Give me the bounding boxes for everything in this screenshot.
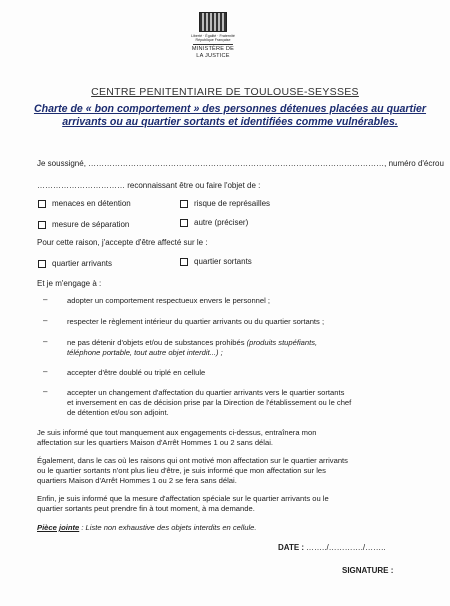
quartier-arrivants-label: quartier arrivants (52, 259, 113, 268)
paragraph-line: affectation sur les quartiers Maison d'Arrêt Hommes 1 ou 2 sans délai. (37, 438, 273, 447)
checkbox-menaces[interactable] (38, 200, 46, 208)
attachment-label: Pièce jointe (37, 523, 80, 532)
checkbox-quartier-sortants[interactable] (180, 258, 188, 266)
engagement-item: accepter d'être doublé ou triplé en cellule (67, 368, 206, 377)
checkbox-autre[interactable] (180, 219, 188, 227)
ecrou-field-dots: …………………………… (37, 181, 125, 190)
engagement-label: Et je m'engage à : (37, 279, 102, 288)
engagement-item: respecter le règlement intérieur du quartier arrivants ou du quartier sortants ; (67, 317, 325, 326)
establishment-heading: CENTRE PENITENTIAIRE DE TOULOUSE-SEYSSES (91, 86, 359, 98)
date-label: DATE : (278, 543, 305, 552)
engagement-item: accepter un changement d'affectation du quartier arrivants vers le quartier sortants (67, 388, 345, 397)
identity-line-1 (37, 159, 444, 169)
bullet-dash: – (43, 337, 48, 346)
paragraph-line: Enfin, je suis informé que la mesure d'affectation spéciale sur le quartier arrivants ou le (37, 494, 329, 503)
identity-prefix: Je soussigné, (37, 159, 86, 168)
engagement-text: ne pas détenir d'objets et/ou de substances prohibés (67, 338, 245, 347)
paragraph-line: Je suis informé que tout manquement aux engagements ci-dessus, entraînera mon (37, 428, 317, 437)
bullet-dash: – (43, 316, 48, 325)
date-field[interactable]: ……../…………./…….. (306, 543, 386, 552)
checkbox-risque[interactable] (180, 200, 188, 208)
charter-title (30, 103, 430, 129)
quartier-sortants-label: quartier sortants (194, 257, 252, 266)
signature-label: SIGNATURE : (342, 566, 394, 575)
paragraph-line: quartiers Maison d'Arrêt Hommes 1 ou 2 se fera sans délai. (37, 476, 237, 485)
logo-motto: Liberté · Égalité · Fraternité (191, 34, 235, 38)
identity-ecrou-label: , numéro d'écrou (384, 159, 444, 168)
bullet-dash: – (43, 295, 48, 304)
charter-title-line2: arrivants ou au quartier sortants et identifiées comme vulnérables. (62, 116, 398, 128)
attachment-text: : Liste non exhaustive des objets interdits en cellule. (79, 523, 257, 532)
logo-ministry-line1: MINISTÈRE DE (191, 46, 235, 52)
logo-divider (193, 44, 233, 45)
attachment-note (37, 523, 257, 533)
bullet-dash: – (43, 387, 48, 396)
option-risque-label: risque de représailles (194, 199, 271, 208)
ministry-logo (183, 12, 243, 66)
charter-title-line1: Charte de « bon comportement » des personnes détenues placées au quartier (33, 103, 427, 115)
marianne-emblem-icon (199, 12, 227, 32)
identity-reason-label: reconnaissant être ou faire l'objet de : (127, 181, 261, 190)
engagement-item-cont: de détention et/ou son adjoint. (67, 408, 169, 417)
option-menaces-label: menaces en détention (52, 199, 131, 208)
paragraph-line: ou le quartier sortants n'ont plus lieu d'être, je suis informé que mon affectation sur les (37, 466, 326, 475)
identity-line-2 (37, 181, 260, 191)
option-autre-label: autre (préciser) (194, 218, 249, 227)
paragraph-line: quartier sortants peut prendre fin à tout moment, à ma demande. (37, 504, 255, 513)
engagement-item: adopter un comportement respectueux envers le personnel ; (67, 296, 271, 305)
engagement-item-cont: et inversement en cas de décision prise par la Direction de l'établissement ou le chef (67, 398, 352, 407)
paragraph-line: Également, dans le cas où les raisons qui ont motivé mon affectation sur le quartier arrivants (37, 456, 348, 465)
engagement-examples: (produits stupéfiants, (246, 338, 318, 347)
logo-republic: République Française (195, 38, 231, 42)
option-separation-label: mesure de séparation (52, 220, 130, 229)
engagement-examples-line2: téléphone portable, tout autre objet interdit...) ; (67, 348, 223, 357)
checkbox-quartier-arrivants[interactable] (38, 260, 46, 268)
engagement-item (67, 338, 317, 348)
bullet-dash: – (43, 367, 48, 376)
logo-ministry-line2: LA JUSTICE (196, 52, 230, 59)
name-field-dots: ………………………………………………………………………………………………… (88, 159, 385, 168)
checkbox-separation[interactable] (38, 221, 46, 229)
affectation-label: Pour cette raison, j'accepte d'être affecté sur le : (37, 238, 208, 247)
